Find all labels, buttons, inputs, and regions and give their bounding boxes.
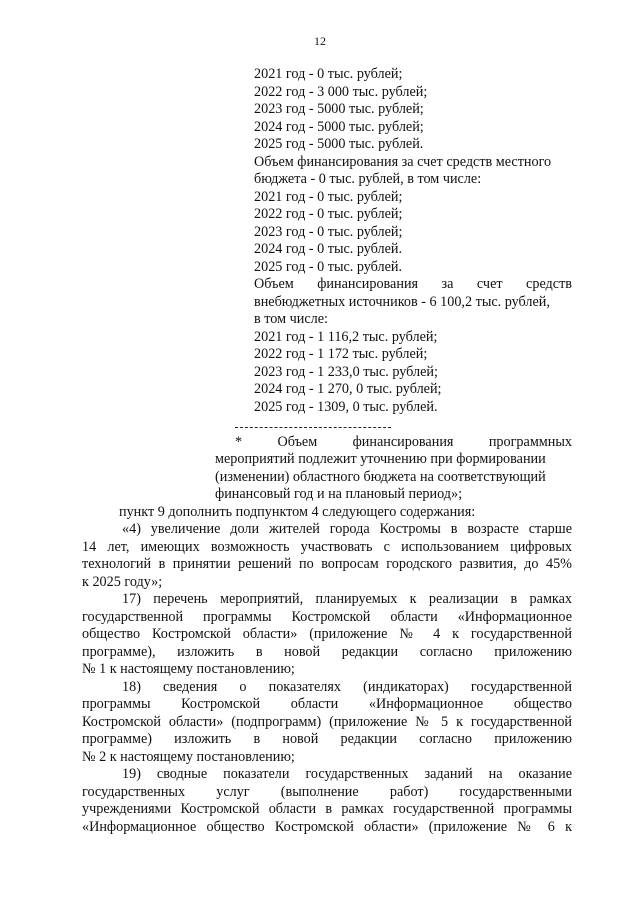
item19-line: государственных услуг (выполнение работ) государственными <box>82 784 572 800</box>
budget-line: 2022 год - 1 172 тыс. рублей; <box>254 346 428 362</box>
item17-line: программе), изложить в новой редакции согласно приложению <box>82 644 572 660</box>
item18-line: 18) сведения о показателях (индикаторах) государственной <box>122 679 572 695</box>
budget-line: 2024 год - 0 тыс. рублей. <box>254 241 403 257</box>
word: Объем <box>277 434 318 450</box>
budget-line: 2022 год - 3 000 тыс. рублей; <box>254 84 428 100</box>
subpoint4-line: к 2025 году»; <box>82 574 163 590</box>
item18-line: программе) изложить в новой редакции согласно приложению <box>82 731 572 747</box>
word: Объем <box>254 276 294 292</box>
item17-line: № 1 к настоящему постановлению; <box>82 661 295 677</box>
item19-line: 19) сводные показатели государственных заданий на оказание <box>122 766 572 782</box>
budget-line: 2025 год - 1309, 0 тыс. рублей. <box>254 399 438 415</box>
budget-line: 2024 год - 5000 тыс. рублей; <box>254 119 424 135</box>
footnote-line: мероприятий подлежит уточнению при формировании <box>215 451 546 467</box>
item17-line: 17) перечень мероприятий, планируемых к реализации в рамках <box>122 591 572 607</box>
word: средств <box>526 276 572 292</box>
budget-line: 2025 год - 5000 тыс. рублей. <box>254 136 424 152</box>
budget-line: 2021 год - 0 тыс. рублей; <box>254 66 403 82</box>
footnote-separator <box>235 427 391 428</box>
extrabudget-intro-line: в том числе: <box>254 311 328 327</box>
budget-line: 2021 год - 0 тыс. рублей; <box>254 189 403 205</box>
word: финансирования <box>317 276 419 292</box>
footnote-asterisk: * <box>235 434 243 450</box>
word: финансирования <box>352 434 454 450</box>
footnote-line: финансовый год и на плановый период»; <box>215 486 463 502</box>
budget-line: 2024 год - 1 270, 0 тыс. рублей; <box>254 381 442 397</box>
word: программных <box>488 434 572 450</box>
budget-line: 2023 год - 1 233,0 тыс. рублей; <box>254 364 438 380</box>
item19-line: «Информационное общество Костромской области» (приложение № 6 к <box>82 819 572 835</box>
item17-line: государственной программы Костромской области «Информационное <box>82 609 572 625</box>
local-budget-intro-line: бюджета - 0 тыс. рублей, в том числе: <box>254 171 482 187</box>
budget-line: 2022 год - 0 тыс. рублей; <box>254 206 403 222</box>
item19-line: учреждениями Костромской области в рамках государственной программы <box>82 801 572 817</box>
subpoint4-line: 14 лет, имеющих возможность участвовать с использованием цифровых <box>82 539 572 555</box>
extrabudget-intro-line <box>254 276 572 293</box>
budget-line: 2021 год - 1 116,2 тыс. рублей; <box>254 329 438 345</box>
item18-line: Костромской области» (подпрограмм) (приложение № 5 к государственной <box>82 714 572 730</box>
word: счет <box>476 276 503 292</box>
point9-line: пункт 9 дополнить подпунктом 4 следующего содержания: <box>119 504 476 520</box>
item18-line: программы Костромской области «Информационное общество <box>82 696 572 712</box>
item18-line: № 2 к настоящему постановлению; <box>82 749 295 765</box>
subpoint4-line: «4) увеличение доли жителей города Костромы в возрасте старше <box>122 521 572 537</box>
local-budget-intro-line: Объем финансирования за счет средств местного <box>254 154 552 170</box>
budget-line: 2025 год - 0 тыс. рублей. <box>254 259 403 275</box>
word: за <box>441 276 454 292</box>
footnote-line <box>235 434 572 451</box>
budget-line: 2023 год - 0 тыс. рублей; <box>254 224 403 240</box>
extrabudget-intro-line: внебюджетных источников - 6 100,2 тыс. рублей, <box>254 294 550 310</box>
subpoint4-line: технологий в принятии решений по вопросам городского развития, до 45% <box>82 556 572 572</box>
budget-line: 2023 год - 5000 тыс. рублей; <box>254 101 424 117</box>
page-number: 12 <box>314 34 326 48</box>
item17-line: общество Костромской области» (приложение № 4 к государственной <box>82 626 572 642</box>
footnote-line: (изменении) областного бюджета на соответствующий <box>215 469 546 485</box>
